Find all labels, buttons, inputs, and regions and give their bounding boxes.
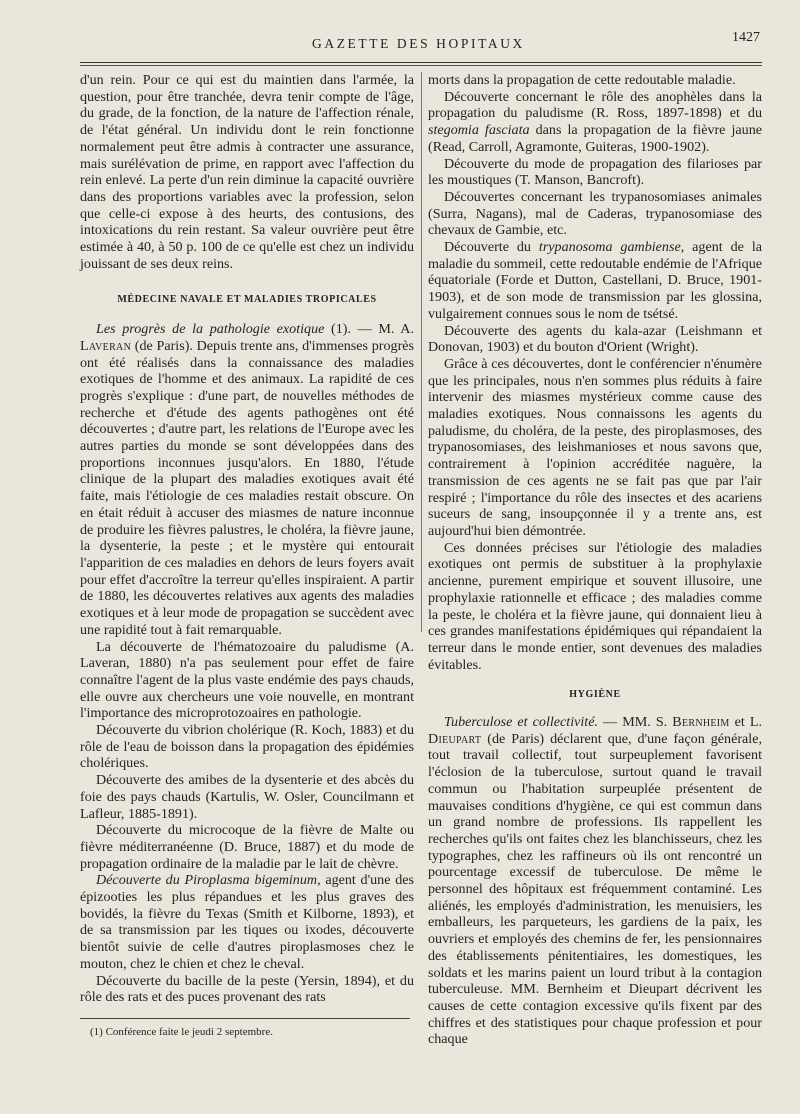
article-title: Les progrès de la pathologie exotique — [96, 321, 325, 338]
footnote: (1) Conférence faite le jeudi 2 septembre. — [90, 1025, 273, 1038]
section-heading-tropical: MÉDECINE NAVALE ET MALADIES TROPICALES — [117, 294, 377, 306]
article2-body: (de Paris) déclarent que, d'une façon générale, tout travail collectif, tout surpeuplement favorisent l'éclosion de la tuberculose, surtout quand le travail commun ou l'habitation surpeuplée présentent de mauvaises conditions d'hygiène, ce qui est commun dans un grand nombre de professions. Ils rappellent les recherches qu'ils ont faites chez les blanchisseurs, chez les typographes, chez les raffineurs où ils ont rencontré un pourcentage excessif de tuberculose. De même le personnel des hôpitaux est fréquemment contaminé. Les aliénés, les employés d'administration, les menuisiers, les emballeurs, les parqueteurs, les gardiens de la paix, les ouvriers et employés des chemins de fer, les pensionnaires des établissements pénitentiaires, les domestiques, les soldats et les marins paient un lourd tribut à la contagion tuberculeuse. MM. Bernheim et Dieupart décrivent les causes de cette contagion excessive qu'ils fixent par des chiffres et des statistiques pour chaque profession et pour chaque — [428, 730, 762, 1048]
article2-author2: Dieupart — [428, 730, 482, 747]
header-rule — [80, 62, 762, 66]
article-author: Laveran — [80, 337, 132, 354]
two-column-body — [80, 72, 762, 1048]
page-number: 1427 — [732, 30, 760, 45]
footnote-rule — [80, 1018, 410, 1019]
anopheles-text-2: dans la propagation de la fièvre jaune (Read, Carroll, Agramonte, Guiteras, 1900-1902). — [428, 122, 762, 155]
continuation-paragraph: morts dans la propagation de cette redoutable maladie. — [428, 72, 736, 88]
column-divider — [421, 72, 422, 632]
anopheles-text-1: Découverte concernant le rôle des anophèles dans la propagation du paludisme (R. Ross, 1897-1898) et du — [428, 88, 762, 122]
left-column — [80, 72, 414, 1048]
gambiense-text-1: Découverte du — [444, 239, 539, 256]
footnote-marker: (1). — [324, 321, 352, 338]
piroplasma-title: Découverte du Piroplasma bigeminum — [96, 872, 318, 889]
paragraph-anopheles — [428, 89, 762, 156]
article2-sep1: — MM. S. — [598, 714, 673, 731]
stegomia-species: stegomia fasciata — [428, 122, 530, 139]
article-paragraph — [80, 321, 414, 638]
piroplasma-body: , agent d'une des épizooties les plus répandues et les plus graves des bovidés, la fièvre du Texas (Smith et Kilborne, 1893), et de sa transmission par les tiques ou ixodes, découverte bientôt suivie de celle d'autres piroplasmoses chez le mouton, chez le chien et chez le cheval. — [80, 872, 414, 972]
paragraph-hematozoaire: La découverte de l'hématozoaire du paludisme (A. Laveran, 1880) n'a pas seulement pour effet de faire connaître l'agent de la plus vaste endémie des pays chauds, elle ouvre aux chercheurs une voie nouvelle, en montrant l'importance des microprotozoaires en pathologie. — [80, 638, 414, 722]
paragraph-trypanosomiases: Découvertes concernant les trypanosomiases animales (Surra, Nagans), mal de Caderas, trypanosomiase des chevaux de Gambie, etc. — [428, 188, 762, 239]
gambiense-text-2: , agent de la maladie du sommeil, cette redoutable endémie de l'Afrique équatoriale (Forde et Dutton, Castellani, D. Bruce, 1901-1903), et de son mode de transmission par les glossina, vulgairement connues sous le nom de tsétsé. — [428, 239, 763, 322]
paragraph-vibrion: Découverte du vibrion cholérique (R. Koch, 1883) et du rôle de l'eau de boisson dans la propagation des épidémies cholériques. — [80, 722, 414, 772]
article2-author1: Bernheim — [672, 714, 730, 731]
right-column — [428, 72, 762, 1048]
paragraph-donnees: Ces données précises sur l'étiologie des maladies exotiques ont permis de substituer à la prophylaxie ancienne, purement empirique et souvent illusoire, une prophylaxie rationnelle et efficace ; des maladies comme la peste, le choléra et la fièvre jaune, qui donnaient lieu à ces grandes manifestations épidémiques qui répandaient la terreur dans le monde entier, sont devenues des maladies évitables. — [428, 539, 762, 673]
running-head — [80, 22, 762, 56]
paragraph-malte: Découverte du microcoque de la fièvre de Malte ou fièvre méditerranéenne (D. Bruce, 1887) et du mode de propagation ordinaire de la maladie par le lait de chèvre. — [80, 822, 414, 872]
paragraph-tuberculose — [428, 714, 762, 1048]
journal-title: GAZETTE DES HOPITAUX — [312, 36, 525, 51]
author-separator: — M. A. — [351, 321, 415, 338]
paragraph-grace: Grâce à ces découvertes, dont le conférencier n'énumère que les principales, nous n'en sommes plus réduits à faire intervenir des miasmes mystérieux comme cause des maladies exotiques. Nous connaissons les agents du paludisme, du choléra, de la peste, des piroplasmoses, des trypanosomiases, des leishmanioses et nous savons que, contrairement à l'opinion accréditée naguère, la transmission de ces agents ne se fait pas que par l'air respiré ; l'importance du rôle des insectes et des acariens suceurs de sang, insoupçonnée il y a trente ans, est aujourd'hui bien démontrée. — [428, 355, 762, 539]
article-body: (de Paris). Depuis trente ans, d'immenses progrès ont été réalisés dans la connaissance des maladies exotiques de l'homme et des animaux. La rapidité de ces progrès s'explique : d'une part, de nouvelles méthodes de recherche et d'étude des agents pathogènes ont été découvertes ; d'autre part, les relations de l'Europe avec les autres parties du monde se sont développées dans des proportions inconnues jusqu'alors. En 1880, l'étude clinique de la plupart des maladies exotiques avait été faite, mais l'étiologie de ces maladies restait obscure. On en était réduit à accuser des miasmes de nature inconnue de produire les fièvres palustres, le choléra, la fièvre jaune, la dysenterie, la peste ; et le mystère qui entourait l'apparition de ces maladies en dehors de leurs foyers avait pour effet d'accroître la terreur qu'elles inspiraient. A partir de 1880, les découvertes relatives aux agents des maladies exotiques et à leur mode de propagation se succèdent avec une rapidité tout à fait remarquable. — [80, 337, 414, 638]
intro-paragraph: d'un rein. Pour ce qui est du maintien dans l'armée, la question, pour être tranchée, devra tenir compte de l'âge, du grade, de la fonction, de la nature de l'affection rénale, de l'état général. Un individu dont le rein fonctionne normalement peut être admis à contracter une assurance, mais surélévation de prime, en rapport avec l'affection du rein enlevé. La perte d'un rein diminue la capacité ouvrière dans des proportions variables avec la profession, selon que celle-ci expose à des heurts, des contusions, des intoxications du rein restant. Sa valeur ouvrière peut être estimée à 40, à 50 p. 100 de ce qu'elle est chez un individu jouissant de ses deux reins. — [80, 72, 414, 272]
article2-title: Tuberculose et collectivité. — [444, 714, 598, 731]
section-heading-hygiene: HYGIÈNE — [569, 689, 621, 701]
paragraph-gambiense — [428, 239, 762, 323]
article2-sep2: et L. — [729, 714, 763, 731]
paragraph-kala-azar: Découverte des agents du kala-azar (Leishmann et Donovan, 1903) et du bouton d'Orient (Wright). — [428, 322, 762, 356]
paragraph-peste: Découverte du bacille de la peste (Yersin, 1894), et du rôle des rats et des puces provenant des rats — [80, 972, 414, 1006]
paragraph-filarioses: Découverte du mode de propagation des filarioses par les moustiques (T. Manson, Bancroft). — [428, 155, 762, 189]
paragraph-piroplasma — [80, 872, 414, 972]
gambiense-species: trypanosoma gambiense — [538, 239, 681, 256]
paragraph-amibes: Découverte des amibes de la dysenterie et des abcès du foie des pays chauds (Kartulis, W. Osler, Councilmann et Lafleur, 1885-1891). — [80, 772, 414, 822]
